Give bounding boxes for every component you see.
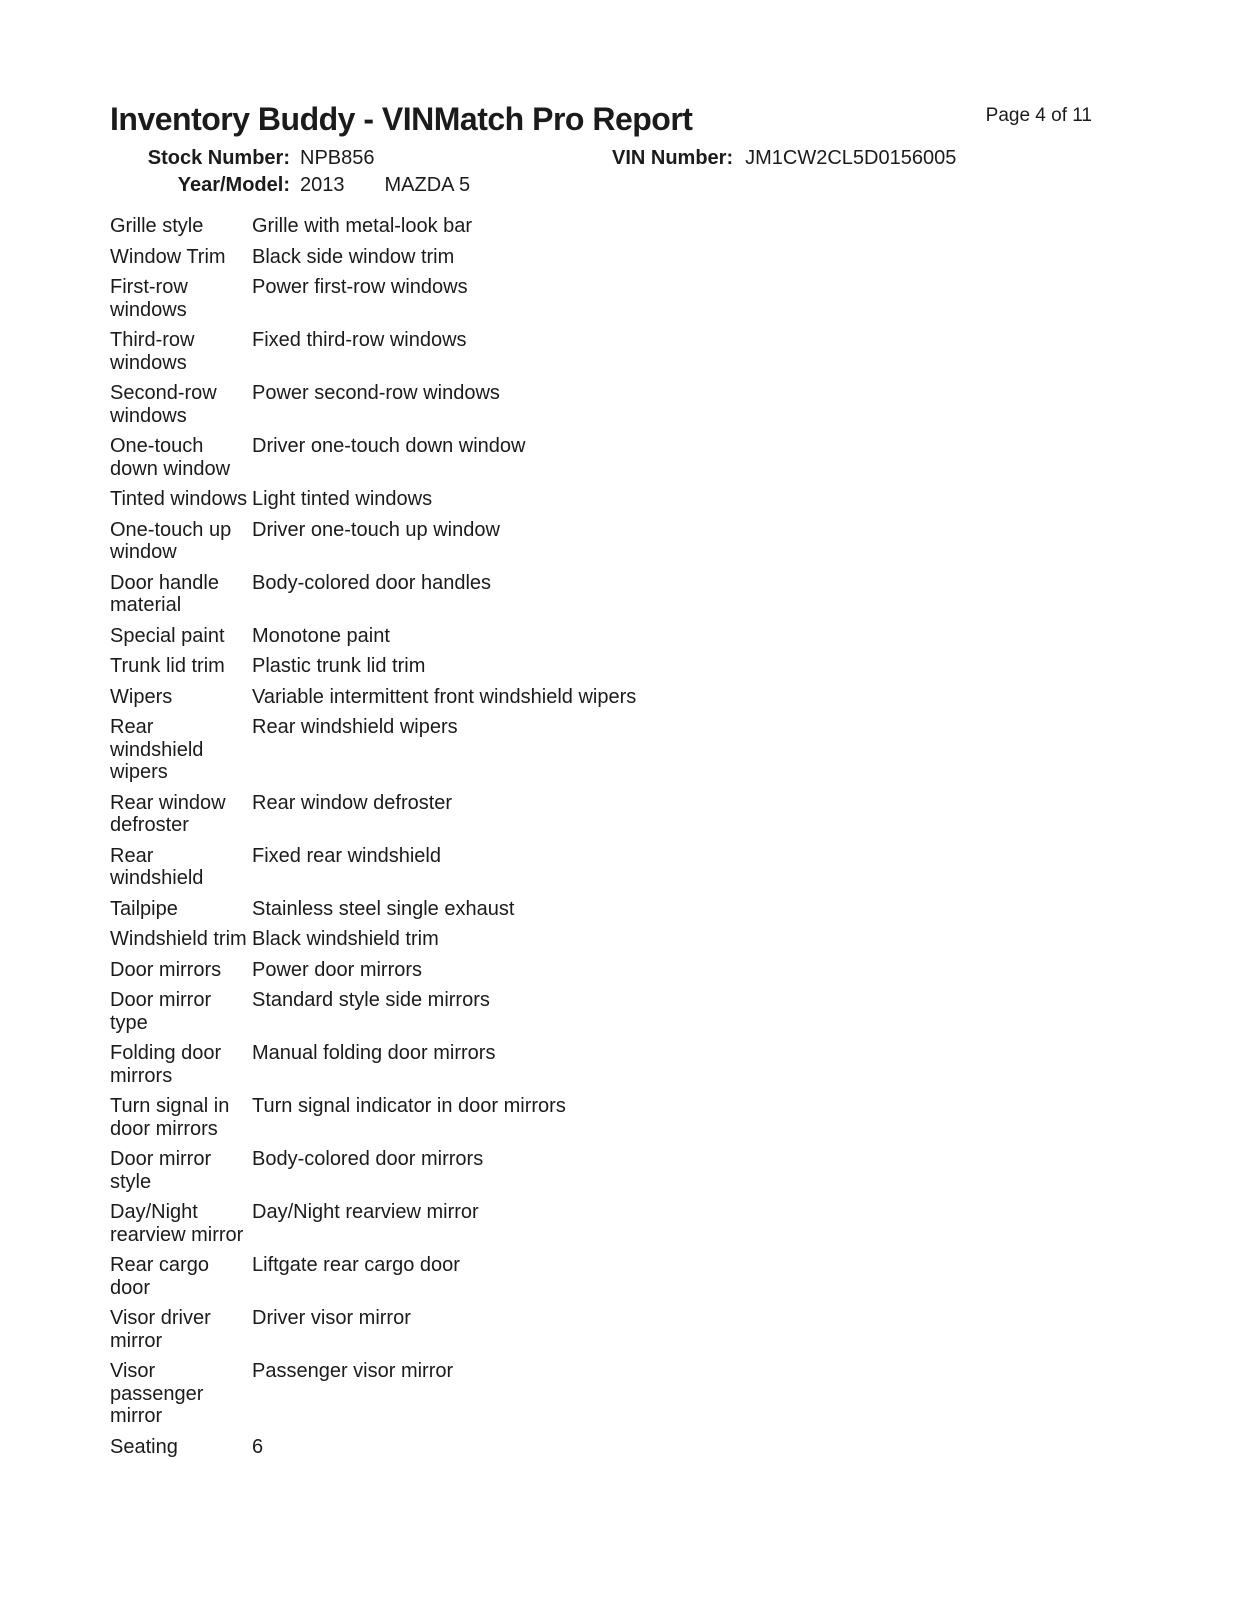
feature-label: Windshield trim [110,928,247,951]
feature-label: Door mirror style [110,1148,212,1193]
model-value: MAZDA 5 [384,174,471,197]
feature-value: Black windshield trim [252,928,439,951]
feature-row [110,716,1092,784]
feature-row [110,1307,1092,1352]
feature-label: Folding door mirrors [110,1042,222,1087]
feature-value: Power door mirrors [252,958,423,981]
feature-label: Rear windshield wipers [110,716,204,784]
feature-row [110,898,1092,921]
report-header [110,100,1092,138]
year-model-label: Year/Model: [177,174,290,197]
feature-value: Plastic trunk lid trim [252,655,426,678]
vehicle-meta [110,145,1092,199]
feature-value: Grille with metal-look bar [252,215,473,238]
feature-label: One-touch up window [110,518,232,564]
vin-number-label: VIN Number: [612,147,734,170]
feature-value: Monotone paint [252,624,390,647]
stock-number-label: Stock Number: [147,147,290,170]
feature-label: Trunk lid trim [110,655,225,678]
feature-value: Driver one-touch up window [252,518,500,541]
feature-label: Tinted windows [110,488,248,511]
feature-row [110,1095,1092,1140]
year-value: 2013 [300,174,345,197]
feature-value: Stainless steel single exhaust [252,897,515,920]
feature-row [110,246,1092,269]
feature-label: Second-row windows [110,382,217,427]
feature-value: Power second-row windows [252,382,500,405]
feature-row [110,928,1092,951]
feature-row [110,382,1092,427]
feature-value: Liftgate rear cargo door [252,1254,460,1277]
feature-value: Rear window defroster [252,791,453,814]
feature-row [110,1436,1092,1459]
feature-value: Driver visor mirror [252,1307,411,1330]
page-indicator: Page 4 of 11 [985,105,1092,126]
feature-row [110,276,1092,321]
feature-value: Variable intermittent front windshield wipers [252,685,637,708]
feature-label: Door handle material [110,571,219,617]
feature-row [110,1254,1092,1299]
feature-row [110,215,1092,238]
feature-label: Day/Night rearview mirror [110,1201,244,1246]
vin-number-value: JM1CW2CL5D0156005 [745,147,957,170]
feature-row [110,655,1092,678]
feature-row [110,572,1092,617]
meta-line-stock-vin [110,145,1092,172]
feature-label: Visor passenger mirror [110,1360,204,1428]
feature-value: Driver one-touch down window [252,435,526,458]
feature-row [110,989,1092,1034]
feature-value: Day/Night rearview mirror [252,1201,479,1224]
feature-label: Rear cargo door [110,1254,209,1299]
feature-value: 6 [252,1435,264,1458]
feature-label: First-row windows [110,276,188,321]
feature-value: Fixed rear windshield [252,844,441,867]
feature-label: Seating [110,1435,178,1458]
feature-value: Body-colored door handles [252,571,492,594]
feature-row [110,519,1092,564]
feature-label: Grille style [110,215,204,238]
feature-label: Wipers [110,685,173,708]
feature-label: Turn signal in door mirrors [110,1095,230,1140]
feature-label: Rear window defroster [110,791,226,837]
meta-line-year-model [110,172,1092,199]
feature-row [110,435,1092,480]
feature-value: Manual folding door mirrors [252,1042,496,1065]
feature-value: Black side window trim [252,245,455,268]
feature-label: Window Trim [110,245,226,268]
feature-row [110,1201,1092,1246]
feature-value: Light tinted windows [252,488,433,511]
feature-value: Standard style side mirrors [252,989,490,1012]
feature-value: Passenger visor mirror [252,1360,454,1383]
feature-label: Third-row windows [110,329,195,374]
feature-label: Rear windshield [110,844,204,890]
feature-value: Fixed third-row windows [252,329,467,352]
feature-row [110,845,1092,890]
feature-label: Special paint [110,624,225,647]
feature-row [110,625,1092,648]
feature-label: Door mirrors [110,958,222,981]
stock-number-value: NPB856 [300,147,375,170]
page-title: Inventory Buddy - VINMatch Pro Report [110,101,693,137]
feature-value: Power first-row windows [252,276,468,299]
feature-row [110,686,1092,709]
feature-label: Visor driver mirror [110,1307,211,1352]
vin-group [612,145,956,172]
feature-row [110,959,1092,982]
feature-row [110,488,1092,511]
feature-value: Rear windshield wipers [252,716,458,739]
feature-value: Body-colored door mirrors [252,1148,484,1171]
feature-row [110,1042,1092,1087]
feature-row [110,329,1092,374]
feature-label: One-touch down window [110,435,231,480]
feature-label: Tailpipe [110,897,178,920]
features-table [110,215,1092,1458]
feature-row [110,792,1092,837]
feature-row [110,1148,1092,1193]
feature-label: Door mirror type [110,989,212,1034]
feature-value: Turn signal indicator in door mirrors [252,1095,566,1118]
feature-row [110,1360,1092,1428]
